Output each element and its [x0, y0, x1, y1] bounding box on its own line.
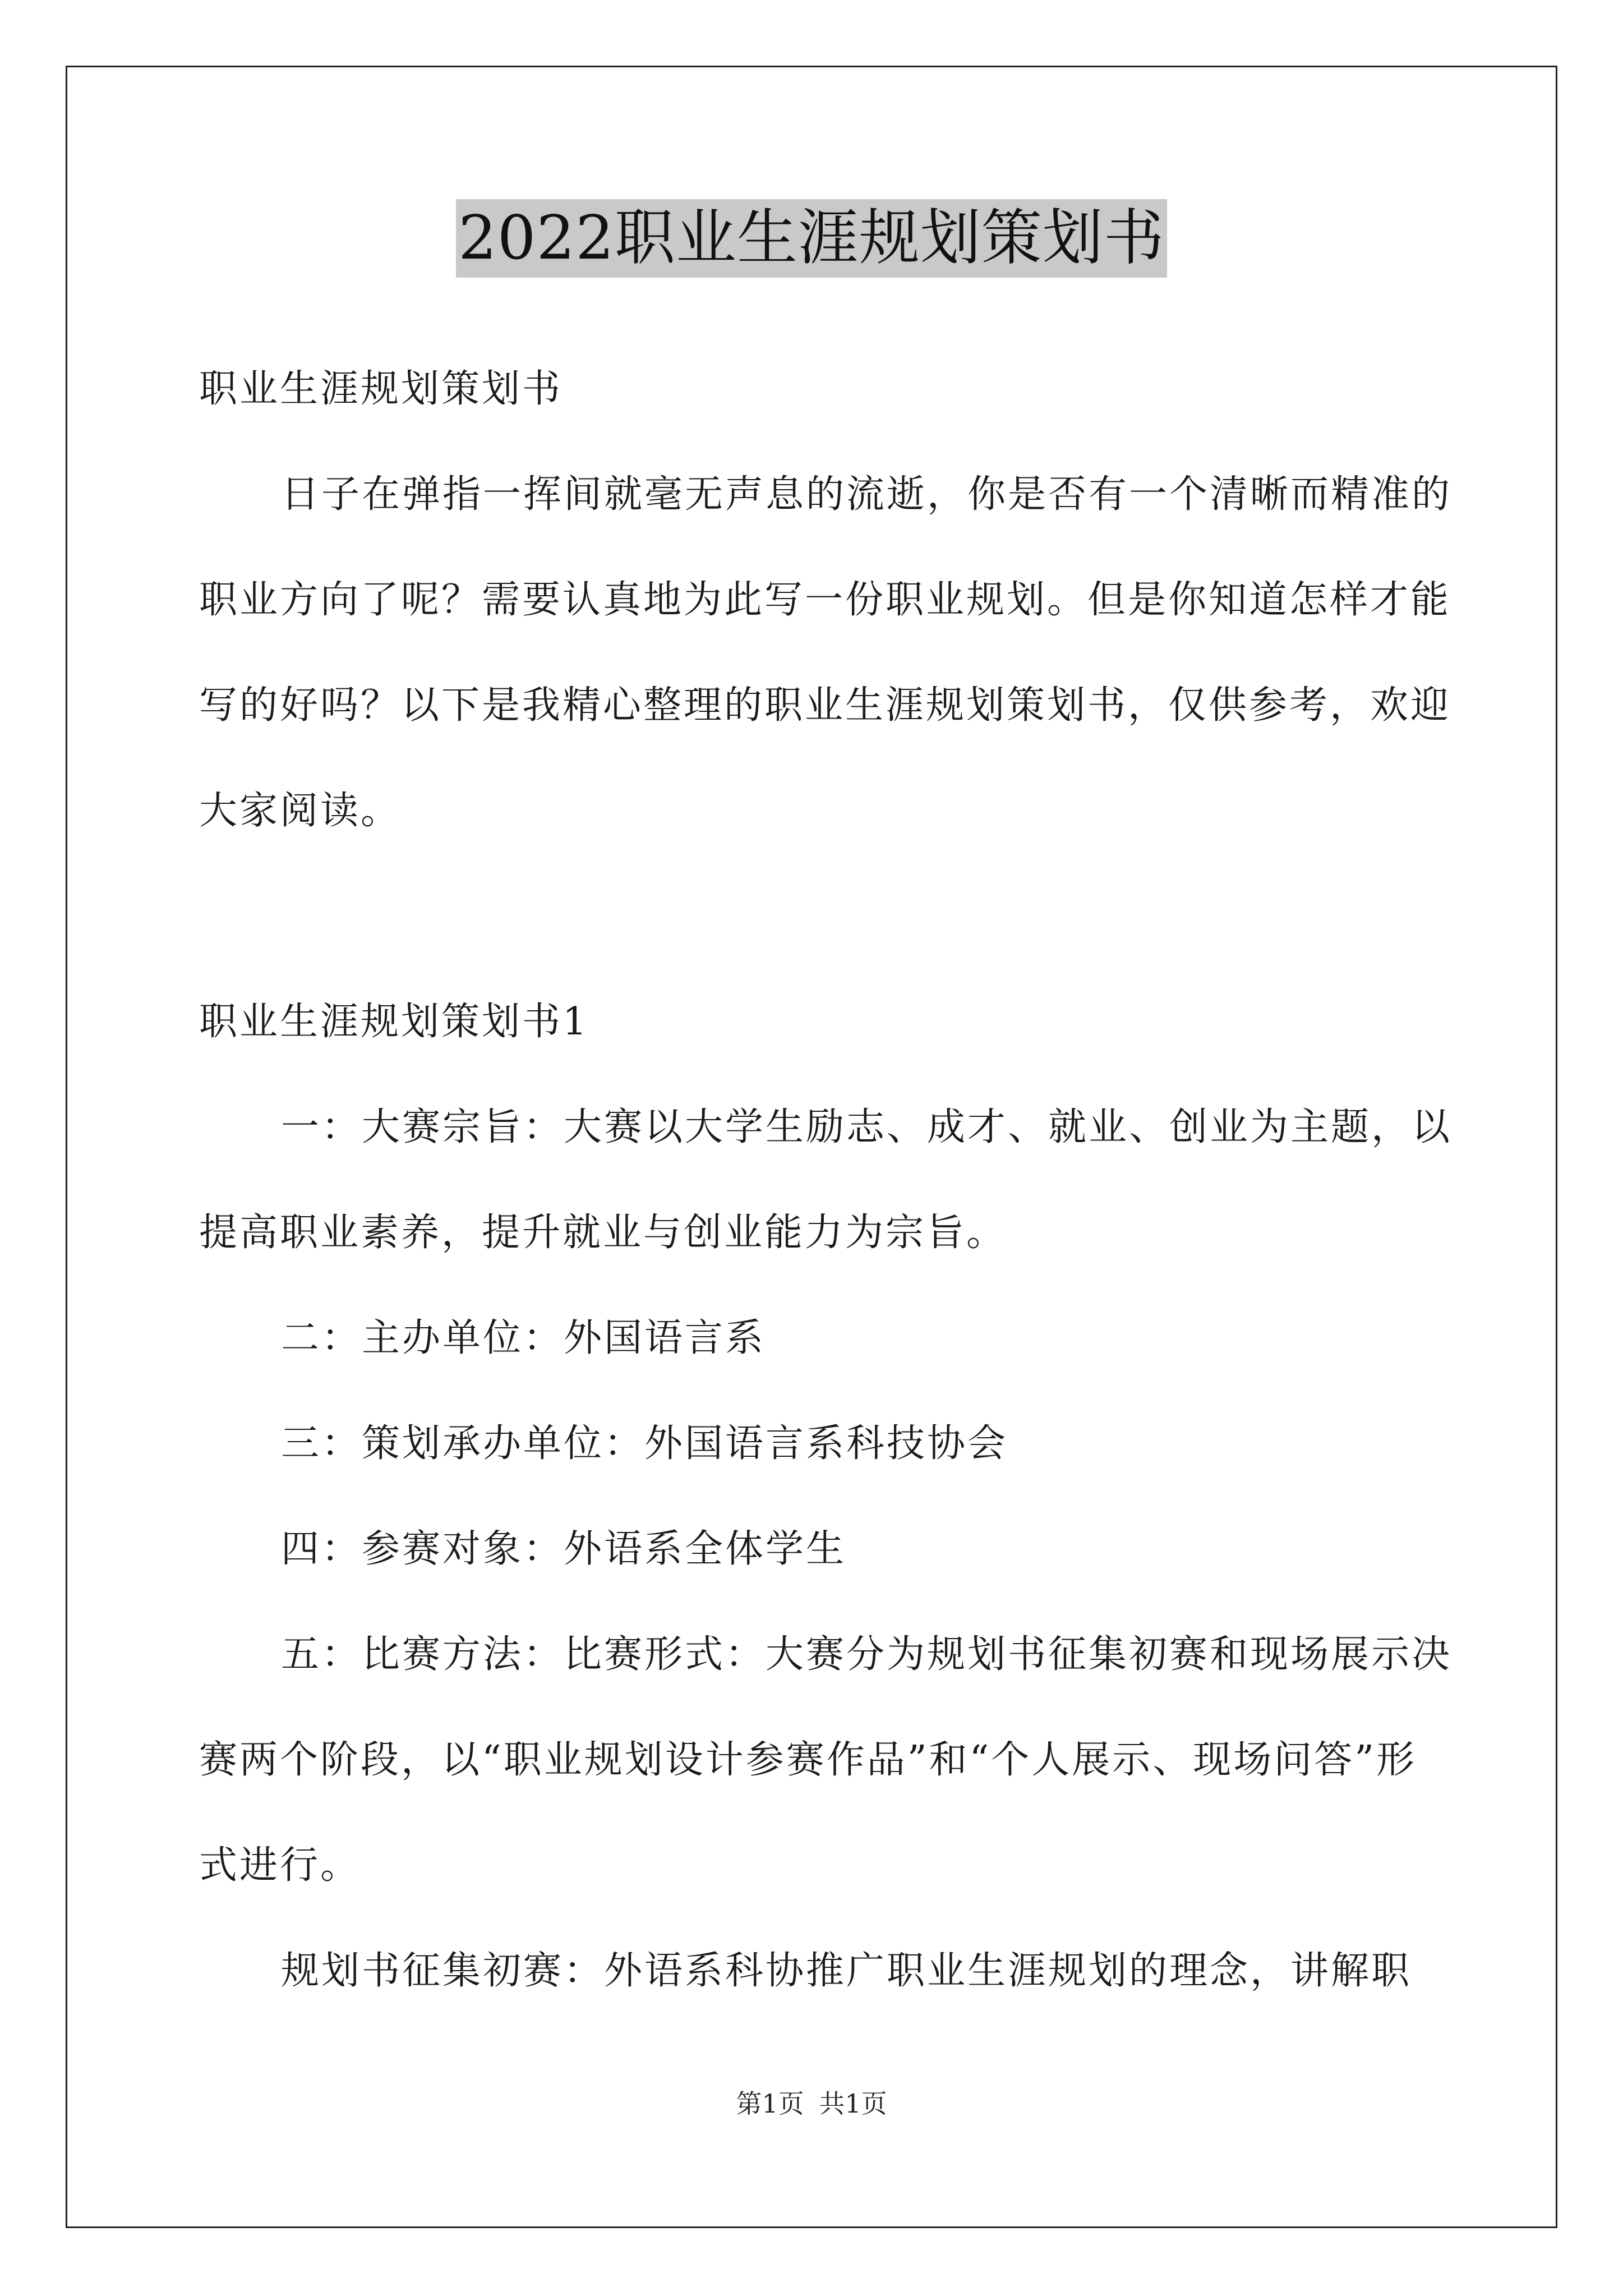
title-container [0, 199, 1623, 278]
page-number: 第1页 [736, 2088, 804, 2119]
paragraph-organizer: 二：主办单位：外国语言系 [281, 1316, 766, 1360]
paragraph-method: 五：比赛方法：比赛形式：大赛分为规划书征集初赛和现场展示决赛两个阶段，以“职业规划设计参赛作品”和“个人展示、现场问答”形式进行。 [199, 1632, 1453, 1888]
page-footer [0, 2087, 1623, 2120]
paragraph-heading: 职业生涯规划策划书 [199, 367, 563, 411]
paragraph-purpose: 一：大赛宗旨：大赛以大学生励志、成才、就业、创业为主题，以提高职业素养，提升就业与创业能力为宗旨。 [199, 1105, 1453, 1255]
document-body [199, 337, 1455, 2024]
document-title: 2022职业生涯规划策划书 [456, 199, 1167, 278]
page-total: 共1页 [819, 2088, 887, 2119]
paragraph-section-heading: 职业生涯规划策划书1 [199, 1000, 589, 1044]
paragraph-participants: 四：参赛对象：外语系全体学生 [281, 1527, 847, 1571]
paragraph-gap [199, 864, 1455, 969]
paragraph-preliminary: 规划书征集初赛：外语系科协推广职业生涯规划的理念，讲解职 [281, 1949, 1412, 1993]
paragraph-intro: 日子在弹指一挥间就毫无声息的流逝，你是否有一个清晰而精准的职业方向了呢？需要认真地为此写一份职业规划。但是你知道怎样才能写的好吗？以下是我精心整理的职业生涯规划策划书，仅供参考，欢迎大家阅读。 [199, 472, 1453, 833]
paragraph-co-organizer: 三：策划承办单位：外国语言系科技协会 [281, 1421, 1008, 1466]
